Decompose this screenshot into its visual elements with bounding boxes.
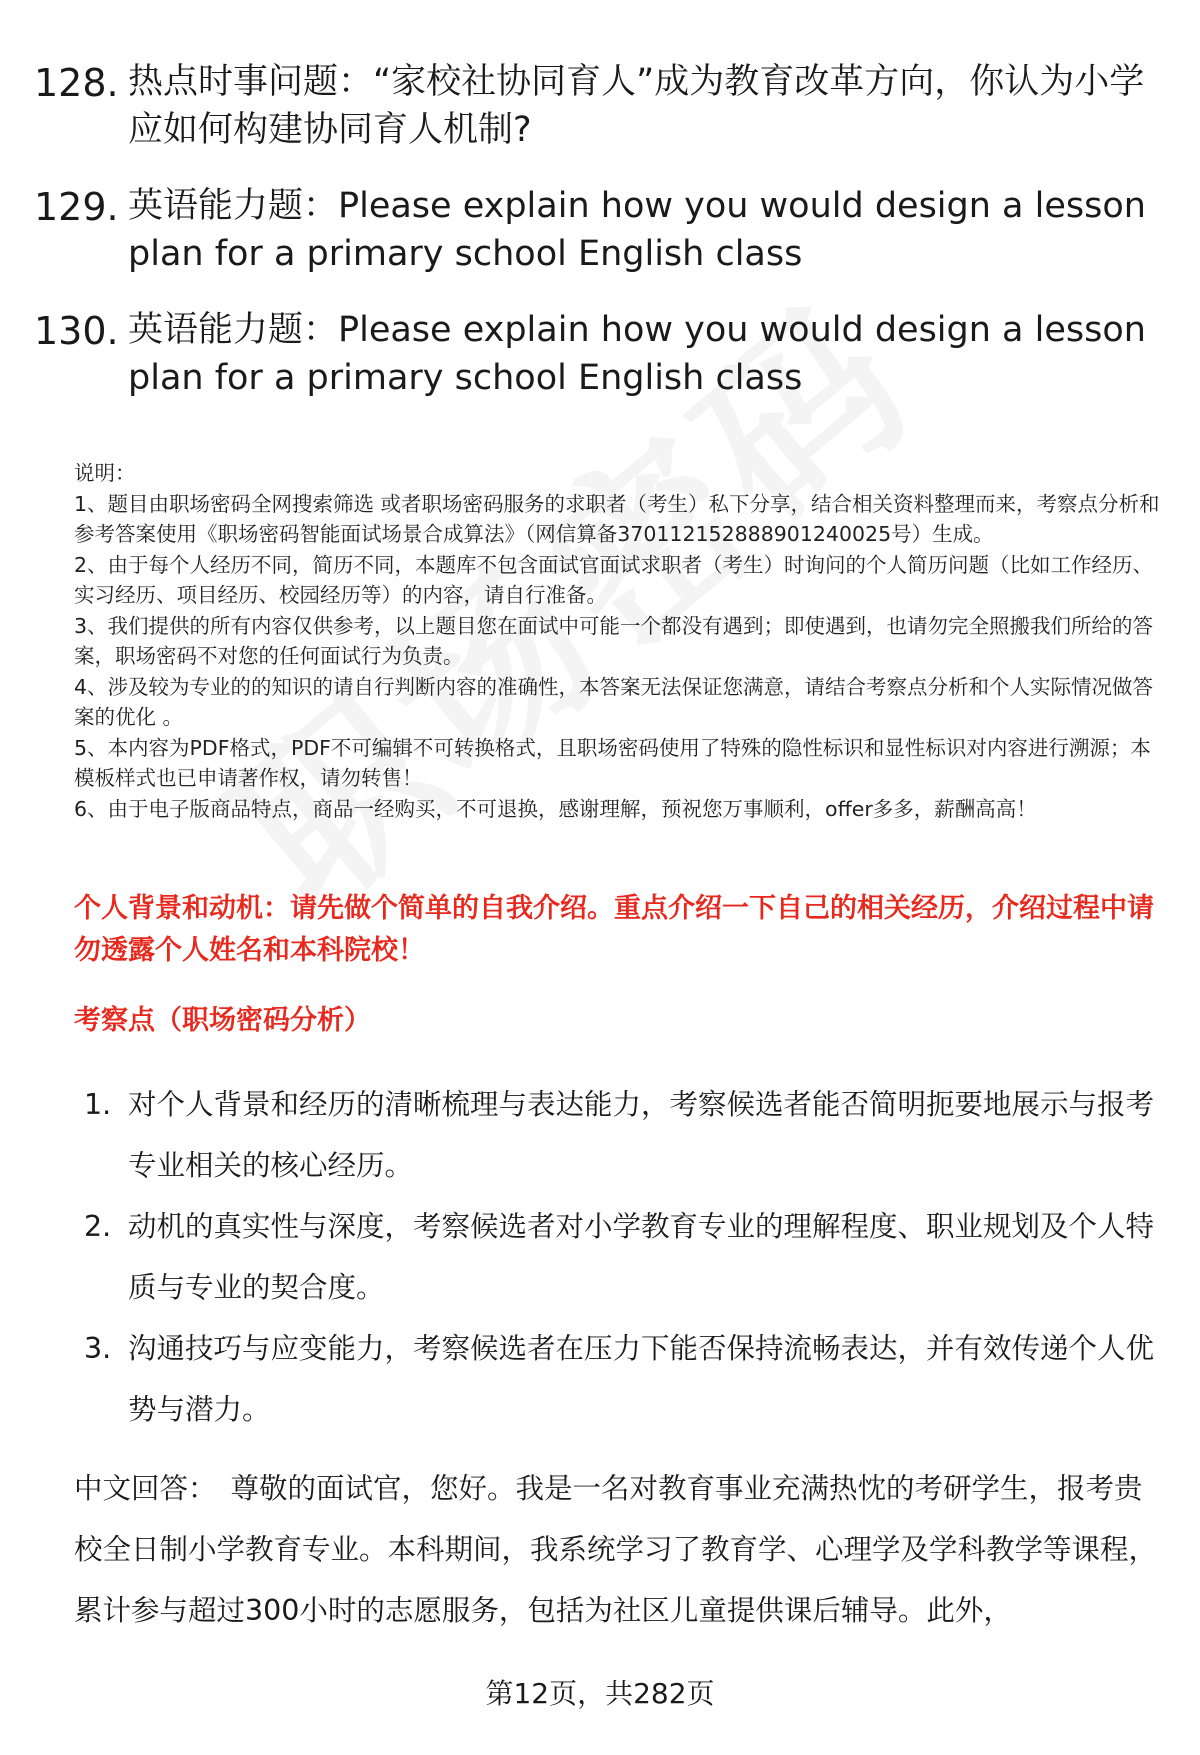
analysis-point	[84, 1196, 1164, 1318]
note-item: 3、我们提供的所有内容仅供参考，以上题目您在面试中可能一个都没有遇到；即使遇到，也请勿完全照搬我们所给的答案，职场密码不对您的任何面试行为负责。	[74, 613, 1154, 668]
point-text: 对个人背景和经历的清晰梳理与表达能力，考察候选者能否简明扼要地展示与报考专业相关的核心经历。	[128, 1088, 1155, 1182]
point-number: 2.	[84, 1210, 112, 1243]
question-text: 热点时事问题：“家校社协同育人”成为教育改革方向，你认为小学应如何构建协同育人机制?	[128, 62, 1145, 150]
point-number: 1.	[84, 1088, 112, 1121]
page-footer: 第12页，共282页	[485, 1677, 715, 1710]
question-number: 129.	[34, 185, 119, 229]
question-text: 英语能力题：Please explain how you would design a lesson plan for a primary school English class	[128, 310, 1146, 398]
analysis-title: 考察点（职场密码分析）	[74, 1005, 371, 1036]
note-item: 1、题目由职场密码全网搜索筛选 或者职场密码服务的求职者（考生）私下分享，结合相关资料整理而来，考察点分析和参考答案使用《职场密码智能面试场景合成算法》（网信算备370112152888901240025号）生成。	[74, 491, 1160, 546]
question-item	[34, 182, 1164, 278]
question-number: 128.	[34, 61, 119, 105]
notes-heading: 说明：	[74, 461, 136, 485]
question-list	[34, 58, 1164, 430]
analysis-point	[84, 1318, 1164, 1440]
point-text: 沟通技巧与应变能力，考察候选者在压力下能否保持流畅表达，并有效传递个人优势与潜力。	[128, 1332, 1155, 1426]
analysis-point	[84, 1074, 1164, 1196]
analysis-points	[84, 1074, 1164, 1440]
question-number: 130.	[34, 309, 119, 353]
answer-text: 尊敬的面试官，您好。我是一名对教育事业充满热忱的考研学生，报考贵校全日制小学教育专业。本科期间，我系统学习了教育学、心理学及学科教学等课程，累计参与超过300小时的志愿服务，包括为社区儿童提供课后辅导。此外，	[74, 1472, 1158, 1627]
notes-section	[74, 458, 1164, 824]
note-item: 5、本内容为PDF格式，PDF不可编辑不可转换格式，且职场密码使用了特殊的隐性标识和显性标识对内容进行溯源；本模板样式也已申请著作权，请勿转售！	[74, 735, 1151, 790]
motivation-question: 个人背景和动机：请先做个简单的自我介绍。重点介绍一下自己的相关经历，介绍过程中请勿透露个人姓名和本科院校！	[74, 893, 1154, 966]
answer-paragraph	[74, 1458, 1164, 1641]
note-item: 4、涉及较为专业的的知识的请自行判断内容的准确性，本答案无法保证您满意，请结合考察点分析和个人实际情况做答案的优化 。	[74, 674, 1154, 729]
question-item	[34, 58, 1164, 154]
note-item: 6、由于电子版商品特点，商品一经购买，不可退换，感谢理解，预祝您万事顺利，offer多多，薪酬高高！	[74, 796, 1037, 821]
question-item	[34, 306, 1164, 402]
question-text: 英语能力题：Please explain how you would design a lesson plan for a primary school English class	[128, 186, 1146, 274]
note-item: 2、由于每个人经历不同，简历不同，本题库不包含面试官面试求职者（考生）时询问的个人简历问题（比如工作经历、实习经历、项目经历、校园经历等）的内容，请自行准备。	[74, 552, 1154, 607]
point-number: 3.	[84, 1332, 112, 1365]
point-text: 动机的真实性与深度，考察候选者对小学教育专业的理解程度、职业规划及个人特质与专业的契合度。	[128, 1210, 1155, 1304]
answer-label: 中文回答：	[74, 1472, 217, 1505]
